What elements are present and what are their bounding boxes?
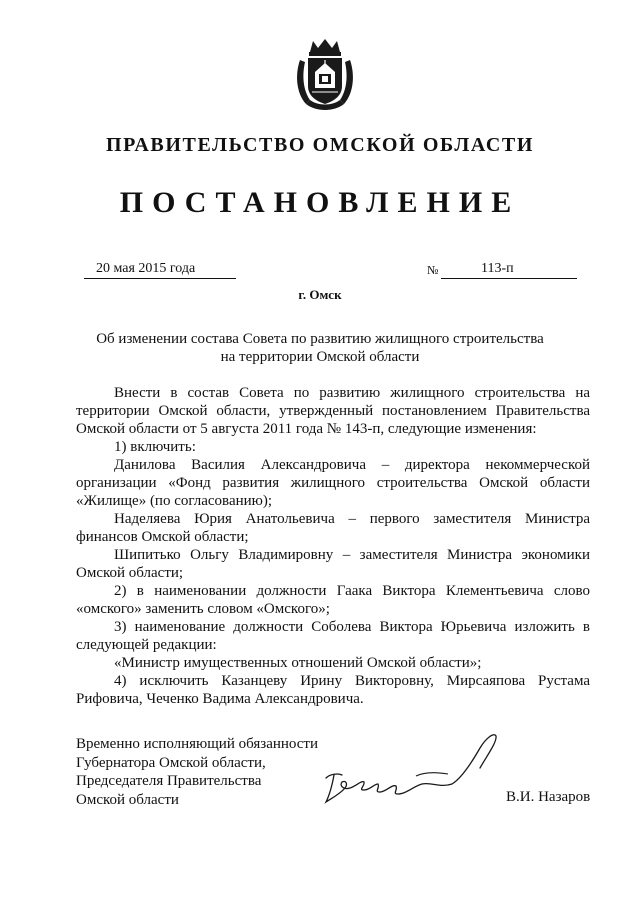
document-number: 113-п: [441, 261, 577, 279]
signatory-line-1: Временно исполняющий обязанности: [76, 736, 319, 752]
item-2: 2) в наименовании должности Гаака Виктора Клементьевича слово «омского» заменить словом «Омского»;: [76, 583, 590, 617]
signatory-title: [76, 735, 318, 809]
document-body: [76, 384, 590, 708]
signatory-line-2: Губернатора Омской области,: [76, 754, 266, 771]
item-3-text: «Министр имущественных отношений Омской области»;: [114, 655, 482, 671]
government-title: ПРАВИТЕЛЬСТВО ОМСКОЙ ОБЛАСТИ: [105, 134, 535, 156]
signatory-line-3: Председателя Правительства: [76, 773, 262, 789]
city: г. Омск: [298, 287, 342, 302]
signatory-line-4: Омской области: [76, 791, 179, 808]
document-type: ПОСТАНОВЛЕНИЕ: [119, 186, 521, 219]
person-1: Данилова Василия Александровича – директора некоммерческой организации «Фонд развития жилищного строительства Омской области «Жилище» (по согласованию);: [76, 457, 590, 509]
handwritten-signature: [312, 728, 502, 820]
item-4: 4) исключить Казанцеву Ирину Викторовну, Мирсаяпова Рустама Рифовича, Чеченко Вадима Александровича.: [76, 673, 590, 707]
number-label: №: [427, 263, 439, 277]
signatory-name: В.И. Назаров: [506, 789, 591, 805]
item-1: 1) включить:: [114, 439, 196, 455]
person-2: Наделяева Юрия Анатольевича – первого заместителя Министра финансов Омской области;: [76, 511, 590, 545]
coat-of-arms-icon: [294, 38, 356, 112]
intro-paragraph: Внести в состав Совета по развитию жилищного строительства на территории Омской области, утвержденный постановлением Правительства Омской области от 5 августа 2011 года № 143-п, следующие изменения:: [76, 385, 590, 437]
item-3: 3) наименование должности Соболева Виктора Юрьевича изложить в следующей редакции:: [76, 619, 590, 653]
document-subject: Об изменении состава Совета по развитию жилищного строительства на территории Омской области: [96, 331, 544, 365]
person-3: Шипитько Ольгу Владимировну – заместителя Министра экономики Омской области;: [76, 547, 590, 581]
document-date: 20 мая 2015 года: [84, 261, 236, 279]
